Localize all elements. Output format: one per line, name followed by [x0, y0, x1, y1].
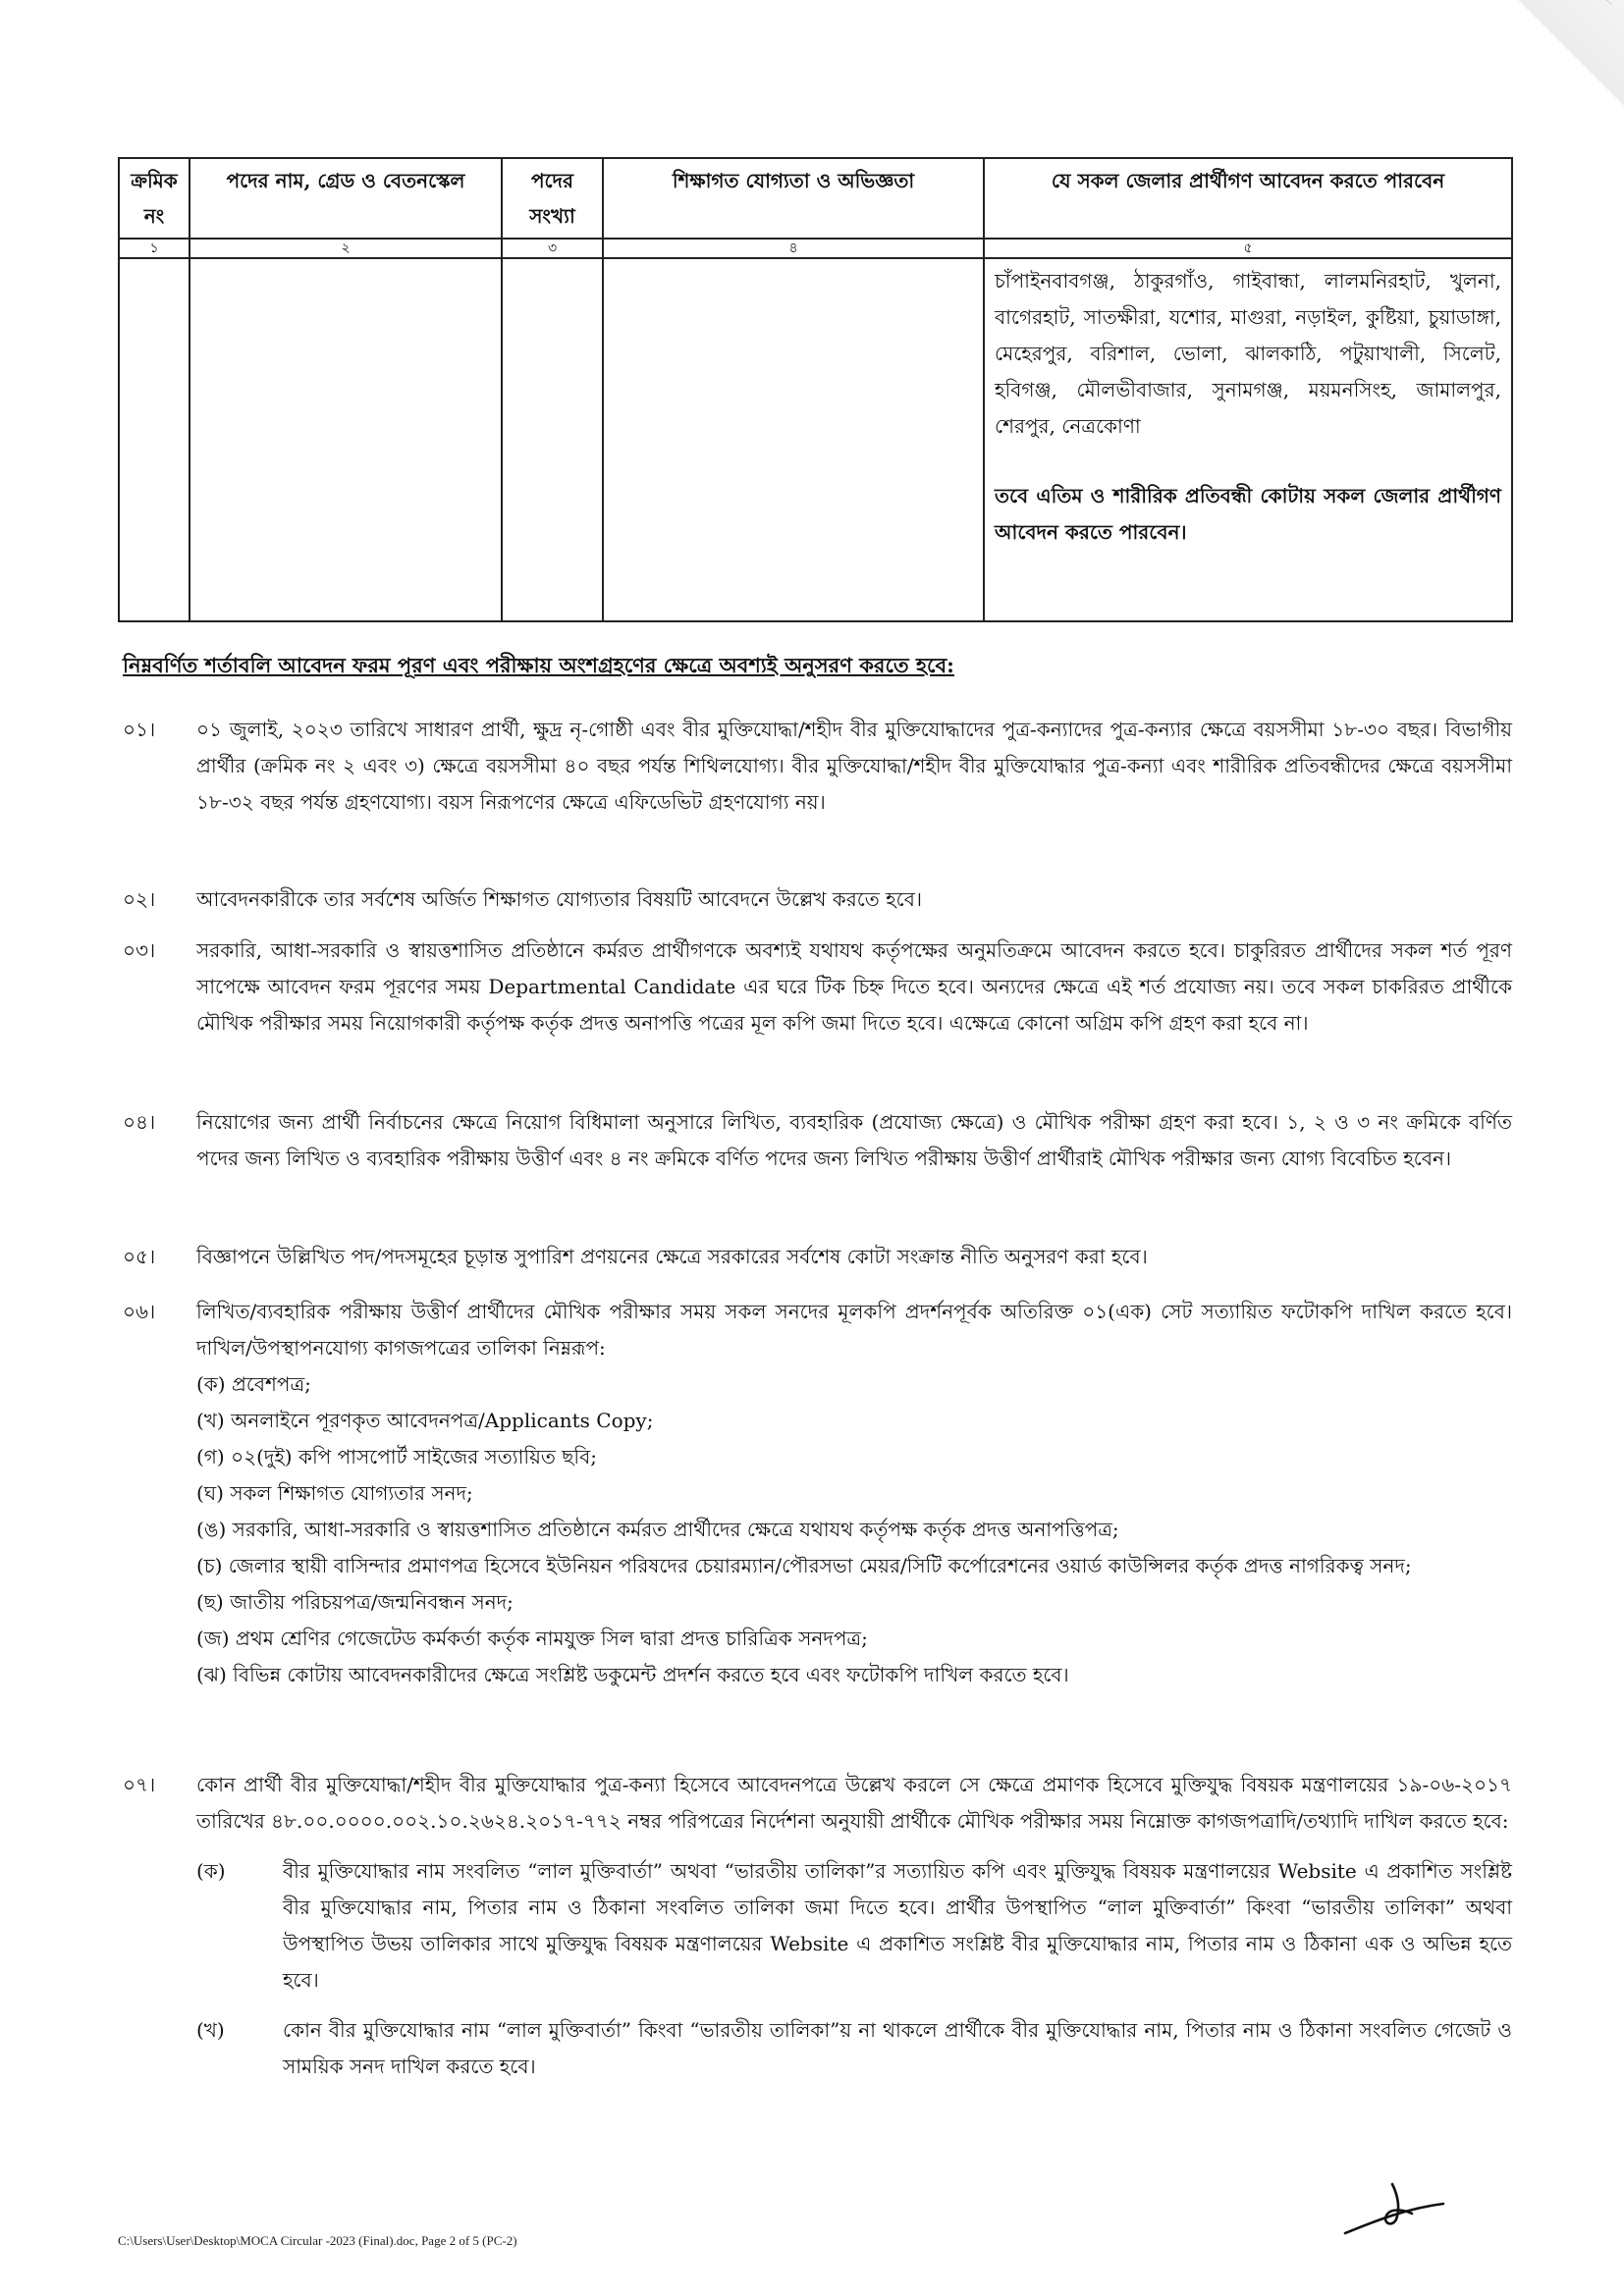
qualification-cell	[603, 258, 984, 621]
list-item: (চ) জেলার স্থায়ী বাসিন্দার প্রমাণপত্র হিসেবে ইউনিয়ন পরিষদের চেয়ারম্যান/পৌরসভা মেয়র/সিটি কর্পোরেশনের ওয়ার্ড কাউন্সিলর কর্তৃক প্রদত্ত নাগরিকত্ব সনদ;	[196, 1554, 1412, 1577]
sub-condition-kha	[196, 2012, 1512, 2085]
list-item: (গ) ০২(দুই) কপি পাসপোর্ট সাইজের সত্যায়িত ছবি;	[196, 1445, 597, 1468]
condition-text: সরকারি, আধা-সরকারি ও স্বায়ত্তশাসিত প্রতিষ্ঠানে কর্মরত প্রার্থীগণকে অবশ্যই যথাযথ কর্তৃপক্ষের অনুমতিক্রমে আবেদন করতে হবে। চাকুরিরত প্রার্থীদের সকল শর্ত পূরণ সাপেক্ষে আবেদন ফরম পূরণের সময় Departmental Candidate এর ঘরে টিক চিহ্ন দিতে হবে। অন্যদের ক্ষেত্রে এই শর্ত প্রযোজ্য নয়। তবে সকল চাকরিরত প্রার্থীকে মৌখিক পরীক্ষার সময় নিয়োগকারী কর্তৃপক্ষ কর্তৃক প্রদত্ত অনাপত্তি পত্রের মূল কপি জমা দিতে হবে। এক্ষেত্রে কোনো অগ্রিম কপি গ্রহণ করা হবে না।	[196, 938, 1512, 1035]
condition-text: নিয়োগের জন্য প্রার্থী নির্বাচনের ক্ষেত্রে নিয়োগ বিধিমালা অনুসারে লিখিত, ব্যবহারিক (প্রযোজ্য ক্ষেত্রে) ও মৌখিক পরীক্ষা গ্রহণ করা হবে। ১, ২ ও ৩ নং ক্রমিকে বর্ণিত পদের জন্য লিখিত ও ব্যবহারিক পরীক্ষায় উত্তীর্ণ এবং ৪ নং ক্রমিকে বর্ণিত পদের জন্য লিখিত পরীক্ষায় উত্তীর্ণ প্রার্থীরাই মৌখিক পরীক্ষার জন্য যোগ্য বিবেচিত হবেন।	[196, 1110, 1512, 1170]
list-item: (জ) প্রথম শ্রেণির গেজেটেড কর্মকর্তা কর্তৃক নামযুক্ত সিল দ্বারা প্রদত্ত চারিত্রিক সনদপত্র;	[196, 1627, 868, 1650]
condition-number: ০৬।	[123, 1300, 156, 1323]
condition-07	[123, 1767, 1512, 2085]
condition-04	[123, 1104, 1512, 1177]
sub-condition-label: (ক)	[196, 1859, 226, 1883]
condition-text: আবেদনকারীকে তার সর্বশেষ অর্জিত শিক্ষাগত যোগ্যতার বিষয়টি আবেদনে উল্লেখ করতে হবে।	[196, 887, 922, 911]
condition-text: লিখিত/ব্যবহারিক পরীক্ষায় উত্তীর্ণ প্রার্থীদের মৌখিক পরীক্ষার সময় সকল সনদের মূলকপি প্রদর্শনপূর্বক অতিরিক্ত ০১(এক) সেট সত্যায়িত ফটোকপি দাখিল করতে হবে। দাখিল/উপস্থাপনযোগ্য কাগজপত্রের তালিকা নিম্নরূপ:	[196, 1300, 1512, 1360]
condition-02	[123, 881, 1512, 918]
column-number: ৪	[603, 239, 984, 258]
list-item: (ঙ) সরকারি, আধা-সরকারি ও স্বায়ত্তশাসিত প্রতিষ্ঠানে কর্মরত প্রার্থীদের ক্ষেত্রে যথাযথ কর্তৃপক্ষ কর্তৃক প্রদত্ত অনাপত্তিপত্র;	[196, 1518, 1119, 1541]
document-list	[196, 1366, 1512, 1693]
header-post-count: পদের সংখ্যা	[502, 158, 603, 239]
condition-05	[123, 1239, 1512, 1275]
condition-text: ০১ জুলাই, ২০২৩ তারিখে সাধারণ প্রার্থী, ক্ষুদ্র নৃ-গোষ্ঠী এবং বীর মুক্তিযোদ্ধা/শহীদ বীর মুক্তিযোদ্ধাদের পুত্র-কন্যাদের পুত্র-কন্যার ক্ষেত্রে বয়সসীমা ১৮-৩০ বছর। বিভাগীয় প্রার্থীর (ক্রমিক নং ২ এবং ৩) ক্ষেত্রে বয়সসীমা ৪০ বছর পর্যন্ত শিথিলযোগ্য। বীর মুক্তিযোদ্ধা/শহীদ বীর মুক্তিযোদ্ধার পুত্র-কন্যা এবং শারীরিক প্রতিবন্ধীদের ক্ষেত্রে বয়সসীমা ১৮-৩২ বছর পর্যন্ত গ্রহণযোগ্য। বয়স নিরূপণের ক্ষেত্রে এফিডেভিট গ্রহণযোগ্য নয়।	[196, 718, 1512, 814]
list-item: (ঘ) সকল শিক্ষাগত যোগ্যতার সনদ;	[196, 1481, 473, 1505]
district-list: চাঁপাইনবাবগঞ্জ, ঠাকুরগাঁও, গাইবান্ধা, লালমনিরহাট, খুলনা, বাগেরহাট, সাতক্ষীরা, যশোর, মাগুরা, নড়াইল, কুষ্টিয়া, চুয়াডাঙ্গা, মেহেরপুর, বরিশাল, ভোলা, ঝালকাঠি, পটুয়াখালী, সিলেট, হবিগঞ্জ, মৌলভীবাজার, সুনামগঞ্জ, ময়মনসিংহ, জামালপুর, শেরপুর, নেত্রকোণা	[995, 269, 1501, 438]
sub-condition-text: কোন বীর মুক্তিযোদ্ধার নাম “লাল মুক্তিবার্তা” কিংবা “ভারতীয় তালিকা”য় না থাকলে প্রার্থীকে বীর মুক্তিযোদ্ধার নাম, পিতার নাম ও ঠিকানা সংবলিত গেজেট ও সাময়িক সনদ দাখিল করতে হবে।	[283, 2018, 1512, 2078]
column-number: ৩	[502, 239, 603, 258]
condition-number: ০৩।	[123, 938, 156, 962]
condition-number: ০১।	[123, 718, 156, 741]
column-number: ১	[119, 239, 189, 258]
page-corner-fold	[1487, 0, 1624, 137]
condition-number: ০৫।	[123, 1245, 156, 1268]
signature	[1335, 2155, 1453, 2243]
conditions-heading: নিম্নবর্ণিত শর্তাবলি আবেদন ফরম পূরণ এবং পরীক্ষায় অংশগ্রহণের ক্ষেত্রে অবশ্যই অনুসরণ করতে হবে:	[123, 653, 954, 677]
district-quota-note: তবে এতিম ও শারীরিক প্রতিবন্ধী কোটায় সকল জেলার প্রার্থীগণ আবেদন করতে পারবেন।	[995, 484, 1501, 544]
sub-condition-label: (খ)	[196, 2018, 225, 2042]
list-item: (ছ) জাতীয় পরিচয়পত্র/জন্মনিবন্ধন সনদ;	[196, 1590, 514, 1614]
sub-condition-ka	[196, 1853, 1512, 1999]
condition-number: ০২।	[123, 887, 156, 911]
condition-number: ০৭।	[123, 1773, 156, 1796]
header-qualification: শিক্ষাগত যোগ্যতা ও অভিজ্ঞতা	[603, 158, 984, 239]
footer-file-path: C:\Users\User\Desktop\MOCA Circular -2023 (Final).doc, Page 2 of 5 (PC-2)	[118, 2233, 517, 2248]
sub-condition-text: বীর মুক্তিযোদ্ধার নাম সংবলিত “লাল মুক্তিবার্তা” অথবা “ভারতীয় তালিকা”র সত্যায়িত কপি এবং মুক্তিযুদ্ধ বিষয়ক মন্ত্রণালয়ের Website এ প্রকাশিত সংশ্লিষ্ট বীর মুক্তিযোদ্ধার নাম, পিতার নাম ও ঠিকানা সংবলিত তালিকা জমা দিতে হবে। প্রার্থীর উপস্থাপিত “লাল মুক্তিবার্তা” কিংবা “ভারতীয় তালিকা” অথবা উপস্থাপিত উভয় তালিকার সাথে মুক্তিযুদ্ধ বিষয়ক মন্ত্রণালয়ের Website এ প্রকাশিত সংশ্লিষ্ট বীর মুক্তিযোদ্ধার নাম, পিতার নাম ও ঠিকানা এক ও অভিন্ন হতে হবে।	[283, 1859, 1512, 1992]
list-item: (ঝ) বিভিন্ন কোটায় আবেদনকারীদের ক্ষেত্রে সংশ্লিষ্ট ডকুমেন্ট প্রদর্শন করতে হবে এবং ফটোকপি দাখিল করতে হবে।	[196, 1663, 1069, 1686]
header-post-name: পদের নাম, গ্রেড ও বেতনস্কেল	[189, 158, 502, 239]
post-name-cell	[189, 258, 502, 621]
table-row	[119, 258, 1512, 621]
table-header-row	[119, 158, 1512, 239]
column-number: ৫	[984, 239, 1512, 258]
condition-06	[123, 1294, 1512, 1693]
condition-text: বিজ্ঞাপনে উল্লিখিত পদ/পদসমূহের চূড়ান্ত সুপারিশ প্রণয়নের ক্ষেত্রে সরকারের সর্বশেষ কোটা সংক্রান্ত নীতি অনুসরণ করা হবে।	[196, 1245, 1148, 1268]
list-item: (ক) প্রবেশপত্র;	[196, 1372, 311, 1396]
eligible-districts-cell	[984, 258, 1512, 621]
column-number: ২	[189, 239, 502, 258]
serial-cell	[119, 258, 189, 621]
condition-03	[123, 933, 1512, 1041]
header-serial: ক্রমিক নং	[119, 158, 189, 239]
header-eligible-districts: যে সকল জেলার প্রার্থীগণ আবেদন করতে পারবেন	[984, 158, 1512, 239]
list-item: (খ) অনলাইনে পূরণকৃত আবেদনপত্র/Applicants Copy;	[196, 1409, 654, 1432]
column-number-row	[119, 239, 1512, 258]
condition-01	[123, 712, 1512, 821]
condition-text: কোন প্রার্থী বীর মুক্তিযোদ্ধা/শহীদ বীর মুক্তিযোদ্ধার পুত্র-কন্যা হিসেবে আবেদনপত্রে উল্লেখ করলে সে ক্ষেত্রে প্রমাণক হিসেবে মুক্তিযুদ্ধ বিষয়ক মন্ত্রণালয়ের ১৯-০৬-২০১৭ তারিখের ৪৮.০০.০০০০.০০২.১০.২৬২৪.২০১৭-৭৭২ নম্বর পরিপত্রের নির্দেশনা অনুযায়ী প্রার্থীকে মৌখিক পরীক্ষার সময় নিম্নোক্ত কাগজপত্রাদি/তথ্যাদি দাখিল করতে হবে:	[196, 1773, 1512, 1833]
post-count-cell	[502, 258, 603, 621]
condition-number: ০৪।	[123, 1110, 156, 1134]
posts-table	[118, 157, 1513, 622]
